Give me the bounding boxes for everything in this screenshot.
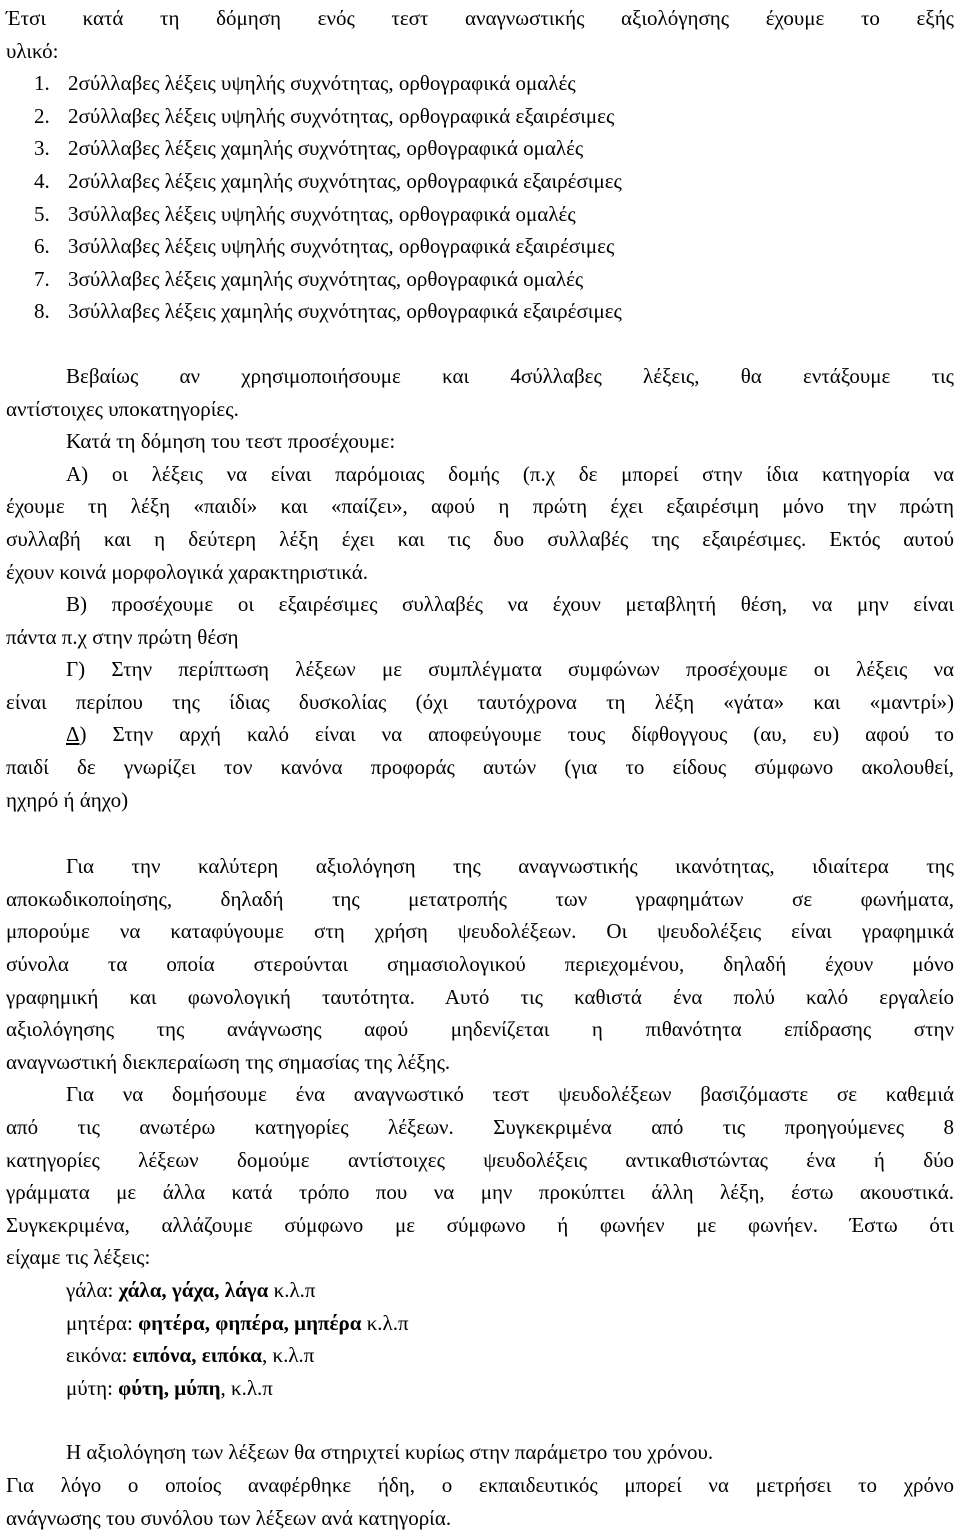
intro-line: υλικό:	[6, 38, 59, 63]
build-para-line: Συγκεκριμένα, αλλάζουμε σύμφωνο με σύμφωνο ή φωνήεν με φωνήεν. Έστω ότι	[6, 1212, 954, 1237]
word-category-list	[6, 67, 954, 328]
four-syllable-line: Βεβαίως αν χρησιμοποιήσουμε και 4σύλλαβες λέξεις, θα εντάξουμε τις	[66, 363, 954, 388]
example-line	[6, 1339, 954, 1372]
example-tail: , κ.λ.π	[262, 1343, 315, 1368]
list-item: 3σύλλαβες λέξεις χαμηλής συχνότητας, ορθογραφικά εξαιρέσιμες	[68, 299, 622, 324]
example-word: μητέρα:	[66, 1310, 139, 1335]
list-item: 3σύλλαβες λέξεις χαμηλής συχνότητας, ορθογραφικά ομαλές	[68, 266, 584, 291]
example-tail: , κ.λ.π	[220, 1375, 273, 1400]
list-item: 2σύλλαβες λέξεις υψηλής συχνότητας, ορθογραφικά ομαλές	[68, 71, 576, 96]
example-line	[6, 1307, 954, 1340]
list-item: 2σύλλαβες λέξεις υψηλής συχνότητας, ορθογραφικά εξαιρέσιμες	[68, 103, 615, 128]
paragraph-spacer	[6, 328, 954, 360]
point-a-line: έχουν κοινά μορφολογικά χαρακτηριστικά.	[6, 559, 368, 584]
point-d-line	[6, 718, 954, 751]
point-d-marker: Δ	[66, 722, 80, 747]
time-para-line: Η αξιολόγηση των λέξεων θα στηριχτεί κυρίως στην παράμετρο του χρόνου.	[66, 1440, 714, 1465]
pseudo-para-line: Για την καλύτερη αξιολόγηση της αναγνωστικής ικανότητας, ιδιαίτερα της	[66, 854, 954, 879]
example-word: γάλα:	[66, 1277, 119, 1302]
example-line	[6, 1372, 954, 1405]
point-a-line: έχουμε τη λέξη «παιδί» και «παίζει», αφού η πρώτη έχει εξαιρέσιμη μόνο την πρώτη	[6, 494, 954, 519]
point-b-line: πάντα π.χ στην πρώτη θέση	[6, 624, 239, 649]
example-tail: κ.λ.π	[361, 1310, 409, 1335]
example-line	[6, 1274, 954, 1307]
example-pseudowords: ειπόνα, ειπόκα	[132, 1343, 263, 1368]
pseudo-para-line: μπορούμε να καταφύγουμε στη χρήση ψευδολέξεων. Οι ψευδολέξεις είναι γραφημικά	[6, 919, 954, 944]
intro-line: Έτσι κατά τη δόμηση ενός τεστ αναγνωστικής αξιολόγησης έχουμε το εξής	[6, 6, 954, 30]
paragraph-spacer	[6, 816, 954, 850]
point-d-line: παιδί δε γνωρίζει τον κανόνα προφοράς αυτών (για το είδους σύμφωνο ακολουθεί,	[6, 755, 954, 780]
build-para-line: είχαμε τις λέξεις:	[6, 1245, 151, 1270]
build-para-line: από τις ανωτέρω κατηγορίες λέξεων. Συγκεκριμένα από τις προηγούμενες 8	[6, 1115, 954, 1139]
list-item: 2σύλλαβες λέξεις χαμηλής συχνότητας, ορθογραφικά εξαιρέσιμες	[68, 168, 622, 193]
attention-heading: Κατά τη δόμηση του τεστ προσέχουμε:	[66, 429, 396, 454]
example-pseudowords: χάλα, γάχα, λάγα	[118, 1277, 269, 1302]
point-a-line: συλλαβή και η δεύτερη λέξη έχει και τις δυο συλλαβές της εξαιρέσιμες. Εκτός αυτού	[6, 526, 954, 551]
example-tail: κ.λ.π	[268, 1277, 316, 1302]
four-syllable-line: αντίστοιχες υποκατηγορίες.	[6, 396, 239, 421]
list-item: 2σύλλαβες λέξεις χαμηλής συχνότητας, ορθογραφικά ομαλές	[68, 136, 584, 161]
build-para-line: γράμματα με άλλα κατά τρόπο που να μην προκύπτει άλλη λέξη, έστω ακουστικά.	[6, 1180, 954, 1205]
example-word: εικόνα:	[66, 1343, 133, 1368]
pseudo-para-line: αξιολόγησης της ανάγνωσης αφού μηδενίζεται η πιθανότητα επίδρασης στην	[6, 1017, 954, 1042]
example-word: μύτη:	[66, 1375, 119, 1400]
paragraph-spacer	[6, 1404, 954, 1436]
build-para-line: κατηγορίες λέξεων δομούμε αντίστοιχες ψευδολέξεις αντικαθιστώντας ένα ή δύο	[6, 1147, 954, 1172]
time-para-line: ανάγνωσης του συνόλου των λέξεων ανά κατηγορία.	[6, 1505, 452, 1530]
point-d-line: ηχηρό ή άηχο)	[6, 787, 129, 812]
build-para-line: Για να δομήσουμε ένα αναγνωστικό τεστ ψευδολέξεων βασιζόμαστε σε καθεμιά	[66, 1082, 954, 1107]
point-c-line: Γ) Στην περίπτωση λέξεων με συμπλέγματα συμφώνων προσέχουμε οι λέξεις να	[66, 657, 954, 682]
point-d-text: ) Στην αρχή καλό είναι να αποφεύγουμε τους δίφθογγους (αυ, ευ) αφού το	[79, 722, 954, 747]
pseudo-para-line: αναγνωστική διεκπεραίωση της σημασίας της λέξης.	[6, 1049, 451, 1074]
point-a-line: Α) οι λέξεις να είναι παρόμοιας δομής (π.χ δε μπορεί στην ίδια κατηγορία να	[66, 461, 954, 486]
time-para-line: Για λόγο ο οποίος αναφέρθηκε ήδη, ο εκπαιδευτικός μπορεί να μετρήσει το χρόνο	[6, 1472, 954, 1497]
list-item: 3σύλλαβες λέξεις υψηλής συχνότητας, ορθογραφικά ομαλές	[68, 201, 576, 226]
list-item: 3σύλλαβες λέξεις υψηλής συχνότητας, ορθογραφικά εξαιρέσιμες	[68, 234, 615, 259]
example-pseudowords: φητέρα, φηπέρα, μηπέρα	[138, 1310, 362, 1335]
point-b-line: Β) προσέχουμε οι εξαιρέσιμες συλλαβές να έχουν μεταβλητή θέση, να μην είναι	[66, 592, 954, 617]
point-c-line: είναι περίπου της ίδιας δυσκολίας (όχι ταυτόχρονα τη λέξη «γάτα» και «μαντρί»)	[6, 689, 954, 714]
pseudo-para-line: γραφημική και φωνολογική ταυτότητα. Αυτό τις καθιστά ένα πολύ καλό εργαλείο	[6, 984, 954, 1009]
pseudo-para-line: σύνολα τα οποία στερούνται σημασιολογικού περιεχομένου, δηλαδή έχουν μόνο	[6, 952, 954, 977]
pseudo-para-line: αποκωδικοποίησης, δηλαδή της μετατροπής των γραφημάτων σε φωνήματα,	[6, 886, 954, 911]
example-pseudowords: φύτη, μύπη	[118, 1375, 221, 1400]
document-page	[6, 0, 954, 1534]
